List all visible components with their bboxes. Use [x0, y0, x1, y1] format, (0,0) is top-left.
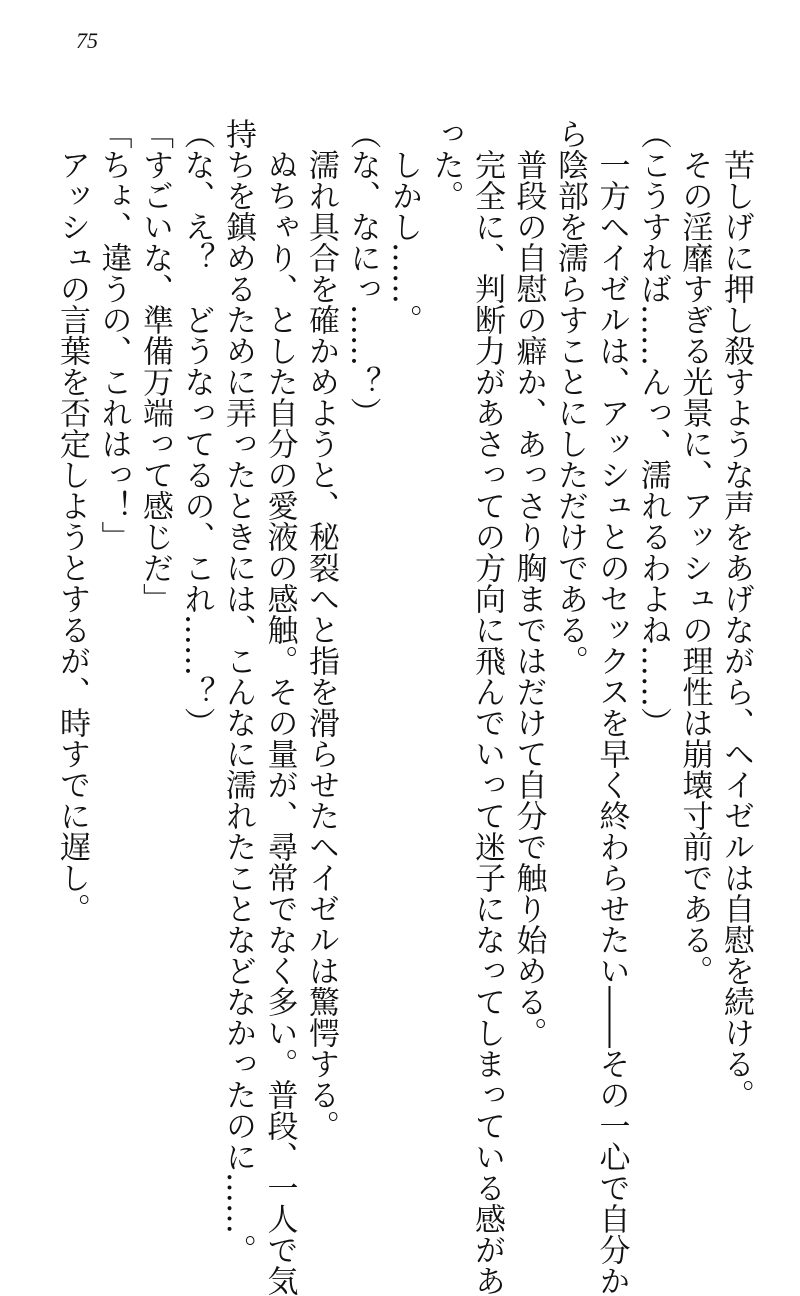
text-line: ら陰部を濡らすことにしただけである。 [552, 118, 588, 676]
text-line: （こうすれば……んっ、濡れるわよね……） [635, 118, 671, 738]
text-line: 苦しげに押し殺すような声をあげながら、ヘイゼルは自慰を続ける。 [718, 118, 754, 1110]
text-line: 一方ヘイゼルは、アッシュとのセックスを早く終わらせたい――その一心で自分か [593, 118, 630, 1296]
text-line: 濡れ具合を確かめようと、秘裂へと指を滑らせたヘイゼルは驚愕する。 [303, 118, 339, 1141]
text-line: 「ちょ、違うの、これはっ！」 [95, 118, 132, 552]
text-line: 普段の自慰の癖か、あっさり胸まではだけて自分で触り始める。 [510, 118, 547, 1048]
text-line: 持ちを鎮めるために弄ったときには、こんなに濡れたことなどなかったのに……。 [220, 118, 256, 1265]
text-line: その淫靡すぎる光景に、アッシュの理性は崩壊寸前である。 [676, 118, 713, 986]
text-line: 「すごいな、準備万端って感じだ」 [137, 118, 173, 614]
novel-body-text [51, 118, 757, 1296]
text-line: しかし……。 [386, 118, 422, 335]
text-line: ぬちゃり、とした自分の愛液の感触。その量が、尋常でなく多い。普段、一人で気 [261, 118, 298, 1296]
text-line: った。 [427, 118, 464, 211]
text-line: （な、なにっ……？） [344, 118, 381, 428]
text-line: （な、え？ どうなってるの、これ……？） [178, 118, 215, 738]
page-number: 75 [76, 28, 98, 53]
text-line: 完全に、判断力があさっての方向に飛んでいって迷子になってしまっている感があ [469, 118, 505, 1296]
text-line: アッシュの言葉を否定しようとするが、時すでに遅し。 [54, 118, 90, 924]
